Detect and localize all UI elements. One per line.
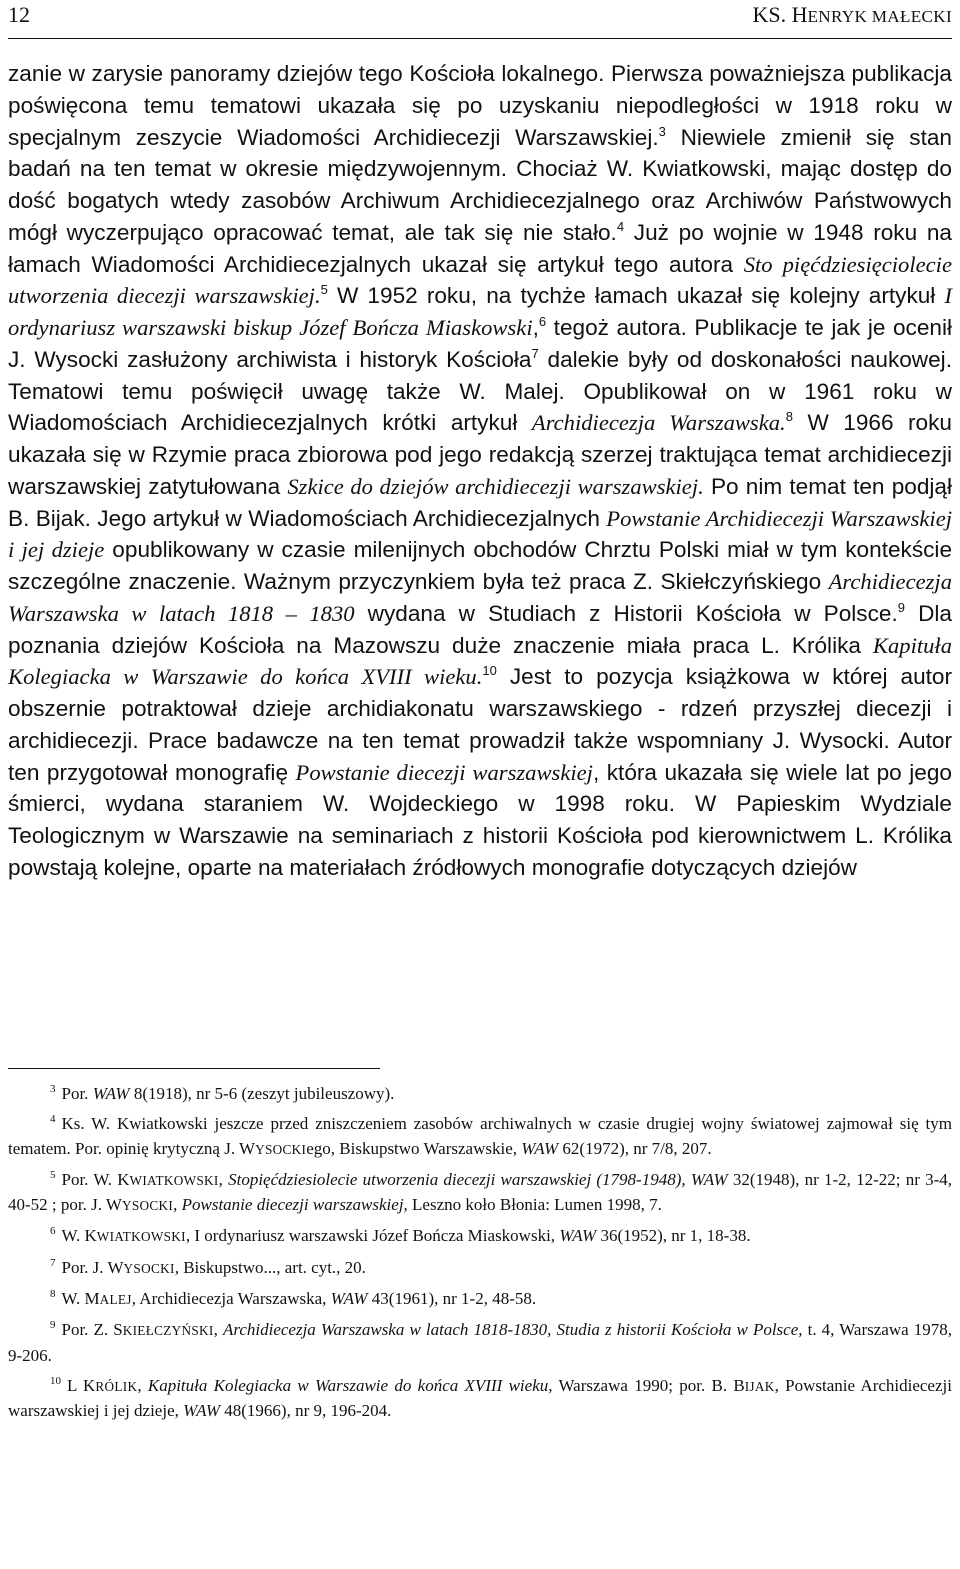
footnote-number: 5 xyxy=(50,1168,56,1181)
footnote-number: 3 xyxy=(50,1083,56,1095)
author-part-3: AŁECKI xyxy=(887,7,952,26)
text-run: Por. xyxy=(61,1084,93,1103)
text-run: Por. W. K xyxy=(61,1169,130,1189)
footnote-4 xyxy=(8,1112,952,1162)
italic-title: Kapituła Kolegiacka w Warszawie do końca XVIII wieku, xyxy=(147,1375,553,1395)
small-caps-name: KIEŁCZYŃSKI xyxy=(122,1323,214,1339)
footnote-ref-9[interactable]: 9 xyxy=(897,599,905,615)
small-caps-name: WIATKOWSKI xyxy=(96,1229,186,1245)
italic-title: Archidiecezja Warszawska w latach 1818-1830, Studia z historii Kościoła w Polsce, xyxy=(222,1320,803,1340)
italic-title: Powstanie diecezji warszawskiej xyxy=(295,759,593,785)
footnote-separator xyxy=(8,1068,380,1069)
text-run: ego, Biskupstwo Warszawskie, xyxy=(306,1138,522,1158)
running-header xyxy=(8,2,952,34)
italic-title: Szkice do dziejów archidiecezji warszawskiej. xyxy=(287,473,704,499)
text-run: , która ukazała się wiele lat po jego śmierci, wydana staraniem W. Wojdeckiego w 1998 roku. W Papieskim Wydziale Teologicznym w Warszawie na seminariach z historii Kościoła pod kierownictwem L. Królika powstają kolejne, oparte na materiałach źródłowych monografie dotyczących dziejów xyxy=(8,759,952,880)
text-run: Warszawa 1990; por. B. B xyxy=(552,1375,745,1395)
text-run: 8(1918), nr 5-6 (zeszyt jubileuszowy). xyxy=(129,1084,395,1103)
text-run: wydana w Studiach z Historii Kościoła w Polsce. xyxy=(354,600,898,626)
text-run: Po nim temat ten podjął B. Bijak. Jego artykuł w Wiadomościach Archidiecezjalnych xyxy=(8,473,952,531)
footnote-ref-8[interactable]: 8 xyxy=(785,409,793,425)
footnote-number: 4 xyxy=(50,1113,56,1126)
small-caps-name: YSOCKI xyxy=(123,1260,175,1276)
author-part-2: ENRYK M xyxy=(807,7,888,26)
italic-abbrev: WAW xyxy=(92,1084,130,1103)
text-run: Por. J. W xyxy=(61,1257,124,1277)
italic-title: Powstanie diecezji warszawskiej xyxy=(181,1195,404,1215)
footnote-number: 8 xyxy=(50,1288,56,1301)
text-run: L K xyxy=(67,1375,96,1395)
text-run: W. M xyxy=(61,1289,100,1309)
author-part-1: KS. H xyxy=(752,2,808,27)
footnote-ref-6[interactable]: 6 xyxy=(538,314,547,329)
italic-title: I ordynariusz warszawski biskup Józef Bończa Miaskowski xyxy=(8,283,952,340)
text-run: 32(1948), nr 1-2, 12-22; nr 3-4, 40-52 ; por. J. W xyxy=(8,1169,952,1215)
text-run: , Archidiecezja Warszawska, xyxy=(131,1289,331,1309)
text-run: dalekie były od doskonałości naukowej. Tematowi temu poświęcił uwagę także W. Malej. Opublikował on w 1961 roku w Wiadomościach Archidiecezjalnych krótki artykuł xyxy=(8,346,952,436)
text-run: zanie w zarysie panoramy dziejów tego Kościoła lokalnego. Pierwsza poważniejsza publikacja poświęcona temu tematowi ukazała się po uzyskaniu niepodległości w 1918 roku w specjalnym zeszycie Wiadomości Archidiecezji Warszawskiej. xyxy=(8,61,952,150)
italic-abbrev: WAW xyxy=(521,1138,559,1158)
italic-title: Stopięćdziesiolecie utworzenia diecezji warszawskiej (1798-1948), WAW xyxy=(228,1169,728,1189)
text-run: Ks. W. Kwiatkowski jeszcze przed zniszczeniem zasobów archiwalnych w czasie drugiej wojny światowej zajmował się tym tematem. Por. opinię krytyczną J. W xyxy=(8,1114,952,1158)
text-run: tegoż autora. Publikacje te jak je ocenił J. Wysocki zasłużony archiwista i historyk Kościoła xyxy=(8,315,952,372)
footnote-number: 7 xyxy=(50,1256,56,1269)
text-run: Por. Z. S xyxy=(61,1320,123,1340)
footnote-10 xyxy=(8,1374,952,1424)
footnote-ref-5[interactable]: 5 xyxy=(320,282,328,298)
text-run: , I ordynariusz warszawski Józef Bończa Miaskowski, xyxy=(185,1226,560,1246)
footnotes xyxy=(8,1082,952,1430)
italic-title: Kapituła Kolegiacka w Warszawie do końca XVIII wieku. xyxy=(8,632,952,690)
text-run: , xyxy=(213,1320,223,1340)
italic-title: Archidiecezja Warszawska w latach 1818 – 1830 xyxy=(8,569,952,626)
italic-title: Archidiecezja Warszawska. xyxy=(531,410,786,436)
footnote-ref-10[interactable]: 10 xyxy=(482,663,497,679)
italic-abbrev: WAW xyxy=(559,1226,597,1246)
text-run: , Powstanie Archidiecezji warszawskiej i jej dzieje, xyxy=(8,1375,952,1421)
footnote-number: 10 xyxy=(50,1374,61,1387)
footnote-number: 9 xyxy=(50,1319,56,1332)
running-head-author xyxy=(752,2,952,28)
text-run: t. 4, Warszawa 1978, 9-206. xyxy=(8,1320,952,1365)
italic-abbrev: WAW xyxy=(183,1401,221,1421)
footnote-5 xyxy=(8,1168,952,1219)
text-run: , xyxy=(218,1169,229,1189)
text-run: Jest to pozycja książkowa w której autor obszernie potraktował dzieje archidiakonatu warszawskiego - rdzeń przyszłej diecezji i archidiecezji. Prace badawcze na ten temat prowadził także wspomniany J. Wysocki. Autor ten przygotował monografię xyxy=(8,664,952,785)
small-caps-name: YSOCKI xyxy=(121,1198,174,1214)
text-run: W. K xyxy=(61,1226,97,1246)
text-run: W 1952 roku, na tychże łamach ukazał się kolejny artykuł xyxy=(327,283,945,309)
small-caps-name: IJAK xyxy=(744,1378,775,1394)
footnote-ref-3[interactable]: 3 xyxy=(658,123,666,139)
footnote-9 xyxy=(8,1318,952,1368)
body-paragraph xyxy=(8,58,952,884)
main-text xyxy=(8,58,952,884)
footnote-6 xyxy=(8,1224,952,1249)
text-run: , Leszno koło Błonia: Lumen 1998, 7. xyxy=(403,1195,662,1215)
page-number: 12 xyxy=(8,2,30,27)
text-run: Niewiele zmienił się stan badań na ten temat w okresie międzywojennym. Chociaż W. Kwiatkowski, mając dostęp do dość bogatych wtedy zasobów Archiwum Archidiecezjalnego oraz Archiwów Państwowych mógł wyczerpująco opracować temat, ale tak się nie stało. xyxy=(8,124,952,245)
text-run: 43(1961), nr 1-2, 48-58. xyxy=(367,1289,537,1309)
footnote-7 xyxy=(8,1256,952,1281)
small-caps-name: RÓLIK xyxy=(95,1378,138,1394)
text-run: 48(1966), nr 9, 196-204. xyxy=(220,1401,392,1421)
text-run: , Biskupstwo..., art. cyt., 20. xyxy=(174,1257,366,1277)
footnote-3 xyxy=(8,1082,952,1106)
text-run: Dla poznania dziejów Kościoła na Mazowszu duże znaczenie miała praca L. Królika xyxy=(8,600,953,658)
italic-abbrev: WAW xyxy=(330,1289,368,1309)
text-run: opublikowany w czasie milenijnych obchodów Chrztu Polski miał w tym kontekście szczególne znaczenie. Ważnym przyczynkiem była też praca Z. Skiełczyńskiego xyxy=(8,537,953,594)
footnote-ref-7[interactable]: 7 xyxy=(531,345,539,361)
italic-title: Sto pięćdziesięciolecie utworzenia diecezji warszawskiej. xyxy=(8,251,952,309)
text-run: 36(1952), nr 1, 18-38. xyxy=(596,1226,751,1246)
text-run: , xyxy=(137,1375,148,1395)
italic-title: Powstanie Archidiecezji Warszawskiej i jej dzieje xyxy=(8,505,952,563)
footnote-ref-4[interactable]: 4 xyxy=(616,218,625,234)
text-run: , xyxy=(173,1195,182,1215)
footnote-8 xyxy=(8,1287,952,1312)
footnote-number: 6 xyxy=(50,1225,56,1238)
text-run: Już po wojnie w 1948 roku na łamach Wiadomości Archidiecezjalnych ukazał się artykuł tego autora xyxy=(8,219,952,277)
header-rule xyxy=(8,38,952,39)
text-run: W 1966 roku ukazała się w Rzymie praca zbiorowa pod jego redakcją szerzej traktująca temat archidiecezji warszawskiej zatytułowana xyxy=(8,410,952,499)
small-caps-name: ALEJ xyxy=(99,1292,132,1308)
text-run: , xyxy=(532,315,539,340)
small-caps-name: YSOCKI xyxy=(255,1141,307,1157)
text-run: 62(1972), nr 7/8, 207. xyxy=(558,1138,712,1158)
small-caps-name: WIATKOWSKI xyxy=(129,1172,219,1188)
